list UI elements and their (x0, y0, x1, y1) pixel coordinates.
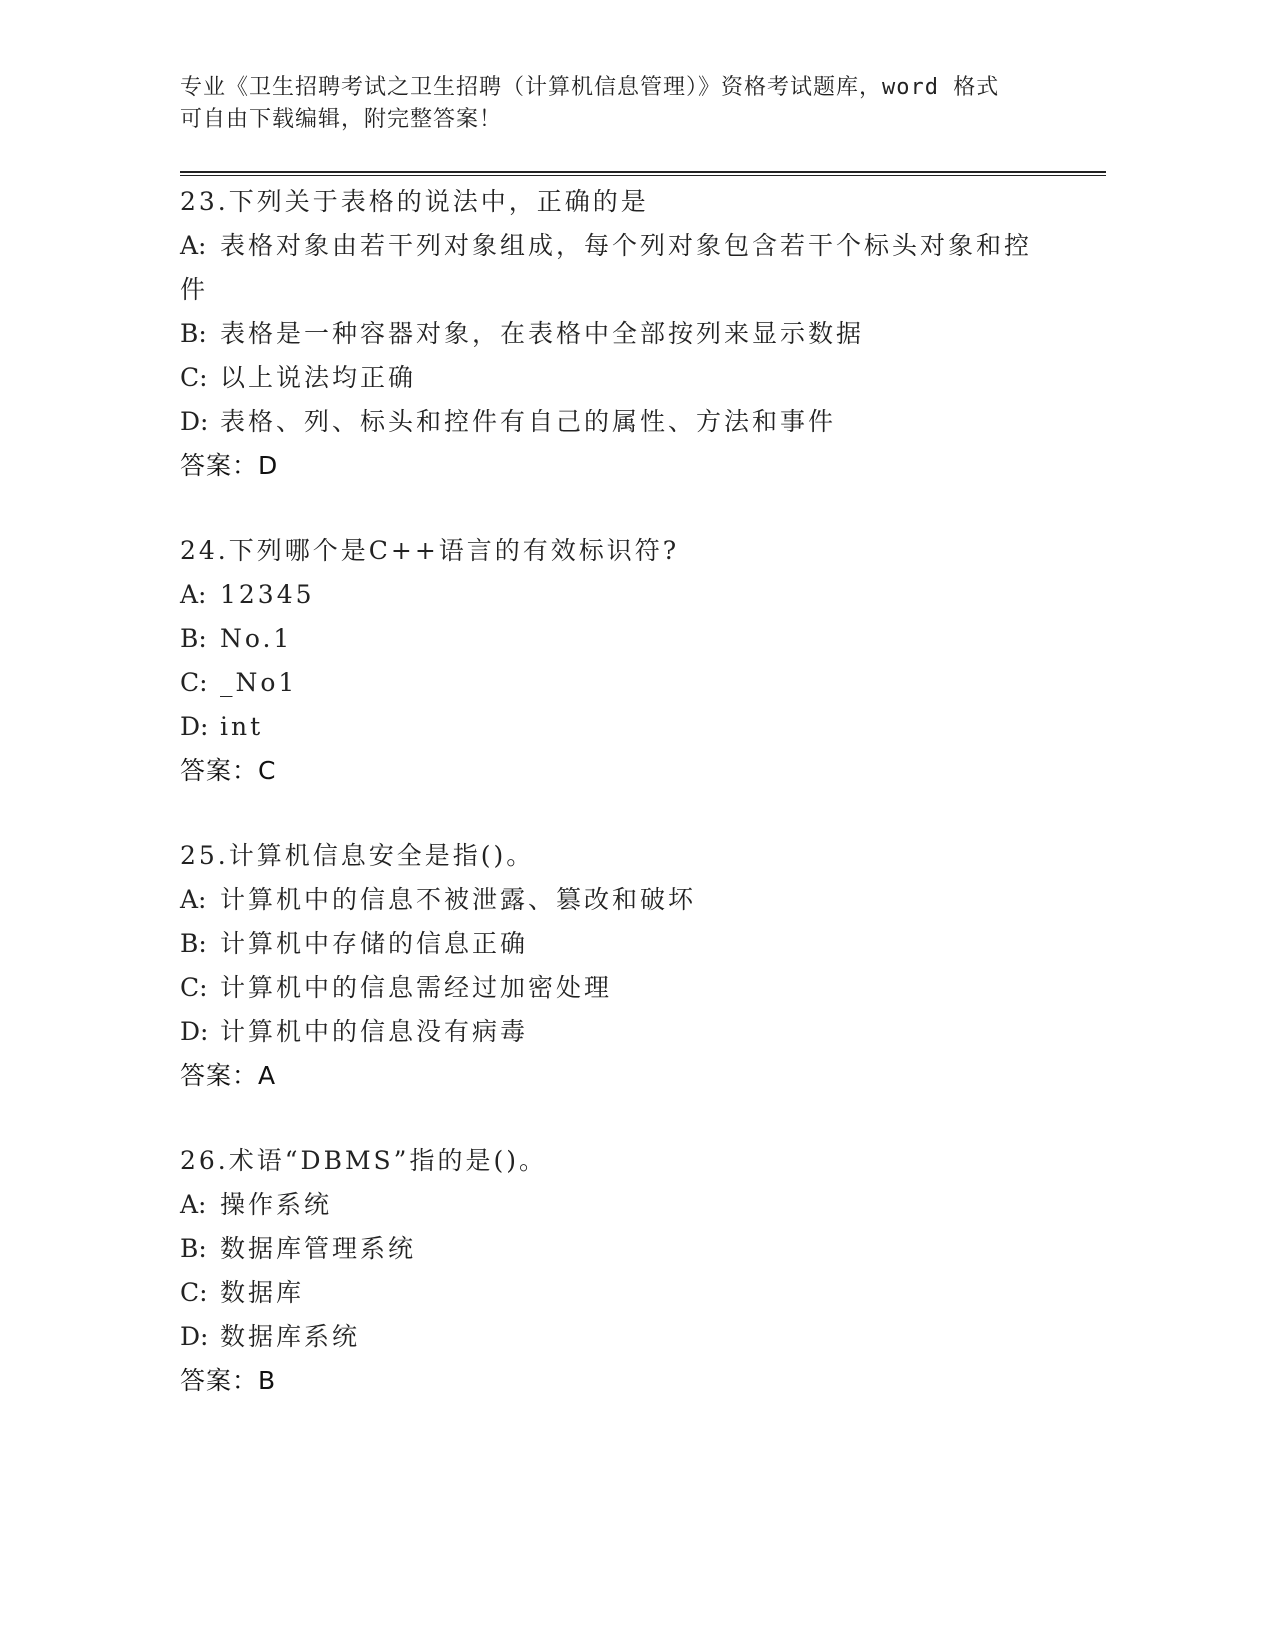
option-letter: C: (180, 363, 208, 392)
option-text: _No1 (220, 668, 298, 697)
option-letter: C: (180, 973, 208, 1002)
option-text: 表格是一种容器对象，在表格中全部按列来显示数据 (220, 319, 865, 348)
answer-label: 答案：D (180, 451, 279, 480)
option-b (180, 312, 1060, 356)
header-line-2: 可自由下载编辑，附完整答案！ (180, 107, 503, 132)
option-letter: C: (180, 1278, 208, 1307)
question-24 (180, 529, 1060, 793)
option-a (180, 1183, 1060, 1227)
option-d (180, 400, 1060, 444)
option-d (180, 705, 1060, 749)
option-letter: A: (180, 885, 207, 914)
option-b (180, 922, 1060, 966)
option-text: int (220, 712, 264, 741)
option-c (180, 356, 1060, 400)
option-text: 12345 (220, 580, 315, 609)
option-letter: D: (180, 1322, 209, 1351)
question-stem: 24.下列哪个是C++语言的有效标识符? (180, 536, 680, 565)
option-text: 表格对象由若干列对象组成，每个列对象包含若干个标头对象和控 (220, 231, 1033, 260)
option-d (180, 1010, 1060, 1054)
option-text: 计算机中的信息需经过加密处理 (220, 973, 613, 1002)
option-letter: B: (180, 929, 207, 958)
option-text: 数据库 (220, 1278, 305, 1307)
header-line-1: 专业《卫生招聘考试之卫生招聘（计算机信息管理）》资格考试题库，word 格式 (180, 75, 1000, 100)
option-a (180, 878, 1060, 922)
option-a-continuation: 件 (180, 275, 209, 304)
option-letter: D: (180, 407, 209, 436)
option-letter: A: (180, 1190, 207, 1219)
option-letter: D: (180, 1017, 209, 1046)
question-23 (180, 180, 1060, 488)
option-text: 以上说法均正确 (220, 363, 417, 392)
answer-label: 答案：A (180, 1061, 277, 1090)
option-text: 数据库管理系统 (220, 1234, 417, 1263)
question-stem: 25.计算机信息安全是指()。 (180, 841, 535, 870)
question-stem: 26.术语“DBMS”指的是()。 (180, 1146, 547, 1175)
option-letter: C: (180, 668, 208, 697)
option-text: No.1 (220, 624, 293, 653)
option-letter: B: (180, 1234, 207, 1263)
option-text: 计算机中的信息不被泄露、篡改和破坏 (220, 885, 697, 914)
option-letter: B: (180, 319, 207, 348)
option-text: 计算机中存储的信息正确 (220, 929, 529, 958)
option-b (180, 617, 1060, 661)
option-text: 计算机中的信息没有病毒 (220, 1017, 529, 1046)
option-letter: A: (180, 580, 207, 609)
header-divider (180, 171, 1106, 176)
option-c (180, 966, 1060, 1010)
option-d (180, 1315, 1060, 1359)
option-text: 表格、列、标头和控件有自己的属性、方法和事件 (220, 407, 837, 436)
option-b (180, 1227, 1060, 1271)
option-letter: B: (180, 624, 207, 653)
option-letter: D: (180, 712, 209, 741)
option-a (180, 573, 1060, 617)
option-text: 操作系统 (220, 1190, 333, 1219)
answer-label: 答案：B (180, 1366, 277, 1395)
question-stem: 23.下列关于表格的说法中，正确的是 (180, 187, 649, 216)
option-a (180, 224, 1060, 268)
option-letter: A: (180, 231, 207, 260)
question-25 (180, 834, 1060, 1098)
option-c (180, 1271, 1060, 1315)
document-header (180, 72, 1050, 136)
option-c (180, 661, 1060, 705)
answer-label: 答案：C (180, 756, 277, 785)
option-text: 数据库系统 (220, 1322, 361, 1351)
question-26 (180, 1139, 1060, 1403)
